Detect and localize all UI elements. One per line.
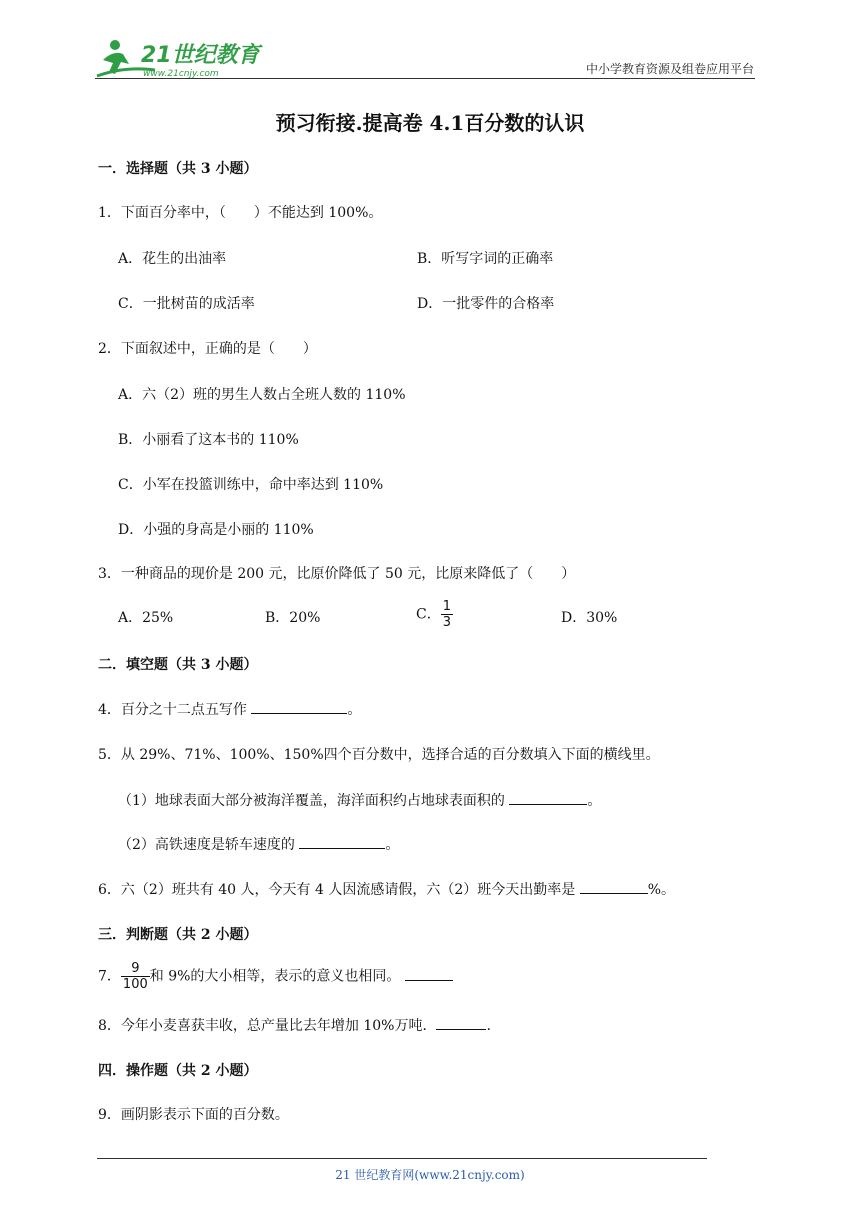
fraction-one-third: $\frac{1}{3}$ [442,599,451,630]
question-8: 8．今年小麦喜获丰收，总产量比去年增加 10%万吨． . [98,1015,491,1035]
svg-text:www.21cnjy.com: www.21cnjy.com [143,69,219,79]
question-3-option-c [416,599,453,630]
section-heading-judge: 三．判断题（共 2 小题） [98,927,258,943]
answer-blank[interactable] [509,790,587,805]
answer-blank[interactable] [436,1015,486,1030]
question-5-stem: 5．从 29%、71%、100%、150%四个百分数中，选择合适的百分数填入下面的横线里。 [98,747,660,763]
question-2-option-c: C．小军在投篮训练中，命中率达到 110% [118,477,384,493]
page-title: 预习衔接.提高卷 4.1百分数的认识 [275,111,585,135]
site-logo [95,36,270,82]
question-1-option-d: D．一批零件的合格率 [417,296,555,312]
question-3-option-d: D．30% [561,610,618,626]
svg-text:21世纪教育: 21世纪教育 [141,43,260,68]
question-2-option-b: B．小丽看了这本书的 110% [118,432,299,448]
header-platform-text: 中小学教育资源及组卷应用平台 [585,62,754,76]
runner-icon [95,36,270,82]
footer-link[interactable]: 21 世纪教育网(www.21cnjy.com) [335,1168,525,1182]
section-heading-operation: 四．操作题（共 2 小题） [98,1063,258,1079]
footer-divider [97,1158,707,1159]
question-2-option-d: D．小强的身高是小丽的 110% [118,522,314,538]
question-2-stem: 2．下面叙述中，正确的是（ ） [98,341,317,357]
header-divider [95,78,755,79]
question-7: 7． $\frac{9}{100}$ 和 9%的大小相等，表示的意义也相同。 [98,961,453,992]
question-4: 4．百分之十二点五写作 。 [98,699,361,719]
question-1-option-a: A．花生的出油率 [118,251,227,267]
question-6: 6．六（2）班共有 40 人，今天有 4 人因流感请假，六（2）班今天出勤率是 %。 [98,879,675,899]
question-5-part-2: （2）高铁速度是轿车速度的 。 [118,834,399,854]
question-3-stem: 3．一种商品的现价是 200 元，比原价降低了 50 元，比原来降低了（ ） [98,566,576,582]
fraction-nine-hundredths: $\frac{9}{100}$ [122,961,148,992]
question-1-stem: 1．下面百分率中，（ ）不能达到 100%。 [98,205,383,221]
answer-blank[interactable] [299,834,385,849]
answer-blank[interactable] [405,966,453,981]
option-c-label: C． [416,606,441,623]
answer-blank[interactable] [251,699,347,714]
question-1-option-c: C．一批树苗的成活率 [118,296,255,312]
question-5-part-1: （1）地球表面大部分被海洋覆盖，海洋面积约占地球表面积的 。 [118,790,601,810]
question-1-option-b: B．听写字词的正确率 [417,251,554,267]
question-9-stem: 9．画阴影表示下面的百分数。 [98,1107,289,1123]
question-2-option-a: A．六（2）班的男生人数占全班人数的 110% [118,387,406,403]
section-heading-choice: 一．选择题（共 3 小题） [98,161,258,177]
section-heading-fill: 二．填空题（共 3 小题） [98,657,258,673]
question-3-option-a: A．25% [118,610,174,626]
question-3-option-b: B．20% [265,610,321,626]
answer-blank[interactable] [580,879,648,894]
